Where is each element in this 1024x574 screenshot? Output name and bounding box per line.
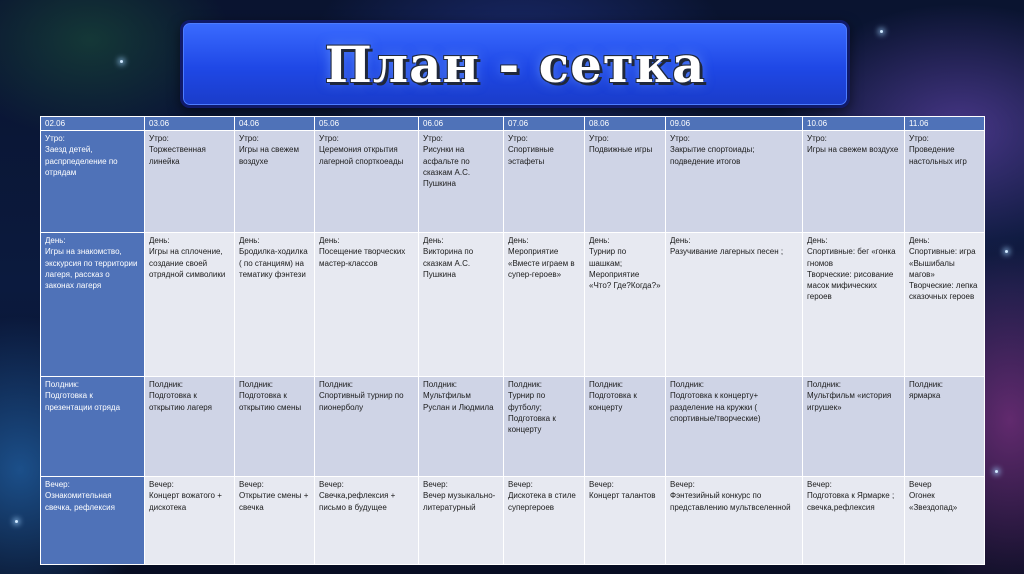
activity-text: Подготовка к открытию смены [239, 391, 302, 412]
schedule-row [41, 377, 985, 477]
activity-cell [585, 233, 666, 377]
activity-cell [145, 131, 235, 233]
activity-cell [666, 477, 803, 565]
date-header-row [41, 117, 985, 131]
activity-cell [666, 233, 803, 377]
activity-cell [504, 233, 585, 377]
date-header-cell: 06.06 [419, 117, 504, 131]
activity-cell [315, 131, 419, 233]
activity-text: Спортивный турнир по пионерболу [319, 391, 404, 412]
time-of-day-label: День: [45, 236, 66, 246]
activity-cell [419, 233, 504, 377]
time-of-day-label: Вечер: [319, 480, 344, 490]
date-header-cell: 04.06 [235, 117, 315, 131]
time-of-day-label: Полдник: [589, 380, 623, 390]
activity-text: Вечер музыкально-литературный [423, 491, 496, 512]
schedule-row [41, 477, 985, 565]
time-of-day-label: Вечер: [423, 480, 448, 490]
activity-text: Церемония открытия лагерной спорткоеады [319, 145, 404, 166]
activity-cell [905, 477, 985, 565]
activity-text: Посещение творческих мастер-классов [319, 247, 406, 268]
time-of-day-label: Утро: [45, 134, 65, 144]
time-of-day-label: День: [423, 236, 444, 246]
time-of-day-label: Вечер: [45, 480, 70, 490]
row-summary-cell [41, 377, 145, 477]
date-header-cell: 02.06 [41, 117, 145, 131]
activity-text: Мероприятие «Что? Где?Когда?» [589, 269, 661, 290]
activity-text: Бродилка-ходилка ( по станциям) на тематику фэнтези [239, 247, 308, 279]
time-of-day-label: День: [589, 236, 610, 246]
activity-cell [585, 377, 666, 477]
sparkle [880, 30, 883, 33]
time-of-day-label: День: [670, 236, 691, 246]
date-header-cell: 10.06 [803, 117, 905, 131]
activity-text: Спортивные: бег «гонка гномов [807, 247, 896, 268]
activity-cell [235, 131, 315, 233]
activity-text: Разучивание лагерных песен ; [670, 247, 784, 257]
activity-cell [419, 377, 504, 477]
time-of-day-label: День: [149, 236, 170, 246]
sparkle [1005, 250, 1008, 253]
schedule-row [41, 233, 985, 377]
time-of-day-label: Утро: [909, 134, 929, 144]
time-of-day-label: Утро: [319, 134, 339, 144]
date-header-cell: 09.06 [666, 117, 803, 131]
activity-text: Концерт вожатого + дискотека [149, 491, 222, 512]
activity-text: Викторина по сказкам А.С. Пушкина [423, 247, 474, 279]
activity-text: Игры на свежем воздухе [239, 145, 299, 166]
time-of-day-label: Полдник: [807, 380, 841, 390]
activity-text: Мультфильм «история игрушек» [807, 391, 892, 412]
activity-cell [419, 131, 504, 233]
time-of-day-label: Вечер: [670, 480, 695, 490]
date-header-cell: 05.06 [315, 117, 419, 131]
time-of-day-label: Утро: [807, 134, 827, 144]
activity-text: Заезд детей, распрпеделение по отрядам [45, 145, 118, 177]
activity-text: Мультфильм Руслан и Людмила [423, 391, 494, 412]
row-summary-cell [41, 131, 145, 233]
activity-cell [235, 477, 315, 565]
date-header-cell: 07.06 [504, 117, 585, 131]
row-summary-cell [41, 477, 145, 565]
time-of-day-label: Вечер: [239, 480, 264, 490]
activity-text: Игры на сплочение, создание своей отрядной символики [149, 247, 226, 279]
sparkle [15, 520, 18, 523]
activity-text: Подготовка к презентации отряда [45, 391, 121, 412]
date-header-cell: 11.06 [905, 117, 985, 131]
activity-text: Открытие смены + свечка [239, 491, 309, 512]
activity-cell [145, 477, 235, 565]
activity-text: Концерт талантов [589, 491, 656, 501]
activity-cell [905, 233, 985, 377]
activity-text: Подготовка к концерту+ разделение на кружки ( спортивные/творческие) [670, 391, 761, 423]
activity-cell [905, 131, 985, 233]
activity-cell [315, 377, 419, 477]
activity-text: Подготовка к концерту [508, 413, 556, 434]
activity-cell [235, 233, 315, 377]
time-of-day-label: День: [239, 236, 260, 246]
time-of-day-label: Утро: [508, 134, 528, 144]
activity-cell [585, 477, 666, 565]
activity-cell [666, 377, 803, 477]
activity-cell [315, 477, 419, 565]
activity-text: Турнир по футболу; [508, 391, 546, 412]
activity-text: Творческие: лепка сказочных героев [909, 280, 978, 302]
time-of-day-label: Утро: [239, 134, 259, 144]
activity-text: Рисунки на асфальте по сказкам А.С. Пушкина [423, 145, 471, 188]
activity-text: Проведение настольных игр [909, 145, 967, 166]
activity-cell [145, 233, 235, 377]
time-of-day-label: Полдник: [909, 380, 943, 390]
activity-text: Подготовка к открытию лагеря [149, 391, 212, 412]
activity-cell [315, 233, 419, 377]
activity-text: Подвижные игры [589, 145, 653, 155]
activity-cell [419, 477, 504, 565]
time-of-day-label: Полдник: [45, 380, 79, 390]
activity-text: Спортивные: игра «Вышибалы магов» [909, 247, 976, 279]
activity-text: Ознакомительная свечка, рефлексия [45, 491, 115, 512]
activity-text: Подготовка к концерту [589, 391, 637, 412]
time-of-day-label: Вечер: [508, 480, 533, 490]
activity-cell [145, 377, 235, 477]
row-summary-cell [41, 233, 145, 377]
activity-cell [504, 377, 585, 477]
time-of-day-label: Утро: [589, 134, 609, 144]
time-of-day-label: Вечер [909, 480, 932, 490]
activity-text: Игры на свежем воздухе [807, 145, 899, 155]
activity-cell [803, 377, 905, 477]
time-of-day-label: Полдник: [423, 380, 457, 390]
sparkle [120, 60, 123, 63]
activity-text: Огонек «Звездопад» [909, 491, 958, 512]
time-of-day-label: Вечер: [149, 480, 174, 490]
activity-text: Фэнтезийный конкурс по представлению мультвселенной [670, 491, 791, 512]
activity-cell [666, 131, 803, 233]
activity-cell [504, 477, 585, 565]
time-of-day-label: Утро: [149, 134, 169, 144]
schedule-row [41, 131, 985, 233]
time-of-day-label: Полдник: [670, 380, 704, 390]
date-header-cell: 08.06 [585, 117, 666, 131]
activity-text: ярмарка [909, 391, 941, 401]
time-of-day-label: Вечер: [589, 480, 614, 490]
activity-cell [504, 131, 585, 233]
time-of-day-label: Полдник: [149, 380, 183, 390]
activity-cell [585, 131, 666, 233]
activity-cell [803, 233, 905, 377]
time-of-day-label: День: [909, 236, 930, 246]
activity-text: Закрытие спортоиады; подведение итогов [670, 145, 755, 166]
time-of-day-label: Утро: [423, 134, 443, 144]
time-of-day-label: Полдник: [508, 380, 542, 390]
time-of-day-label: Полдник: [239, 380, 273, 390]
activity-text: Турнир по шашкам; [589, 247, 627, 268]
activity-cell [803, 477, 905, 565]
time-of-day-label: Полдник: [319, 380, 353, 390]
time-of-day-label: День: [319, 236, 340, 246]
activity-text: Свечка,рефлексия + письмо в будущее [319, 491, 396, 512]
activity-cell [803, 131, 905, 233]
activity-text: Мероприятие «Вместе играем в супер-героев» [508, 247, 575, 279]
title-banner [180, 20, 850, 108]
activity-cell [235, 377, 315, 477]
activity-text: Подготовка к Ярмарке ; свечка,рефлексия [807, 491, 895, 512]
time-of-day-label: Утро: [670, 134, 690, 144]
time-of-day-label: День: [508, 236, 529, 246]
activity-cell [905, 377, 985, 477]
schedule-table [40, 116, 985, 565]
activity-text: Торжественная линейка [149, 145, 206, 166]
time-of-day-label: День: [807, 236, 828, 246]
activity-text: Игры на знакомство, экскурсия по территории лагеря, рассказ о законах лагеря [45, 247, 138, 290]
activity-text: Спортивные эстафеты [508, 145, 554, 166]
time-of-day-label: Вечер: [807, 480, 832, 490]
activity-text: Творческие: рисование масок мифических героев [807, 269, 894, 302]
page-title: План - сетка [324, 34, 706, 94]
sparkle [995, 470, 998, 473]
activity-text: Дискотека в стиле супергероев [508, 491, 576, 512]
date-header-cell: 03.06 [145, 117, 235, 131]
